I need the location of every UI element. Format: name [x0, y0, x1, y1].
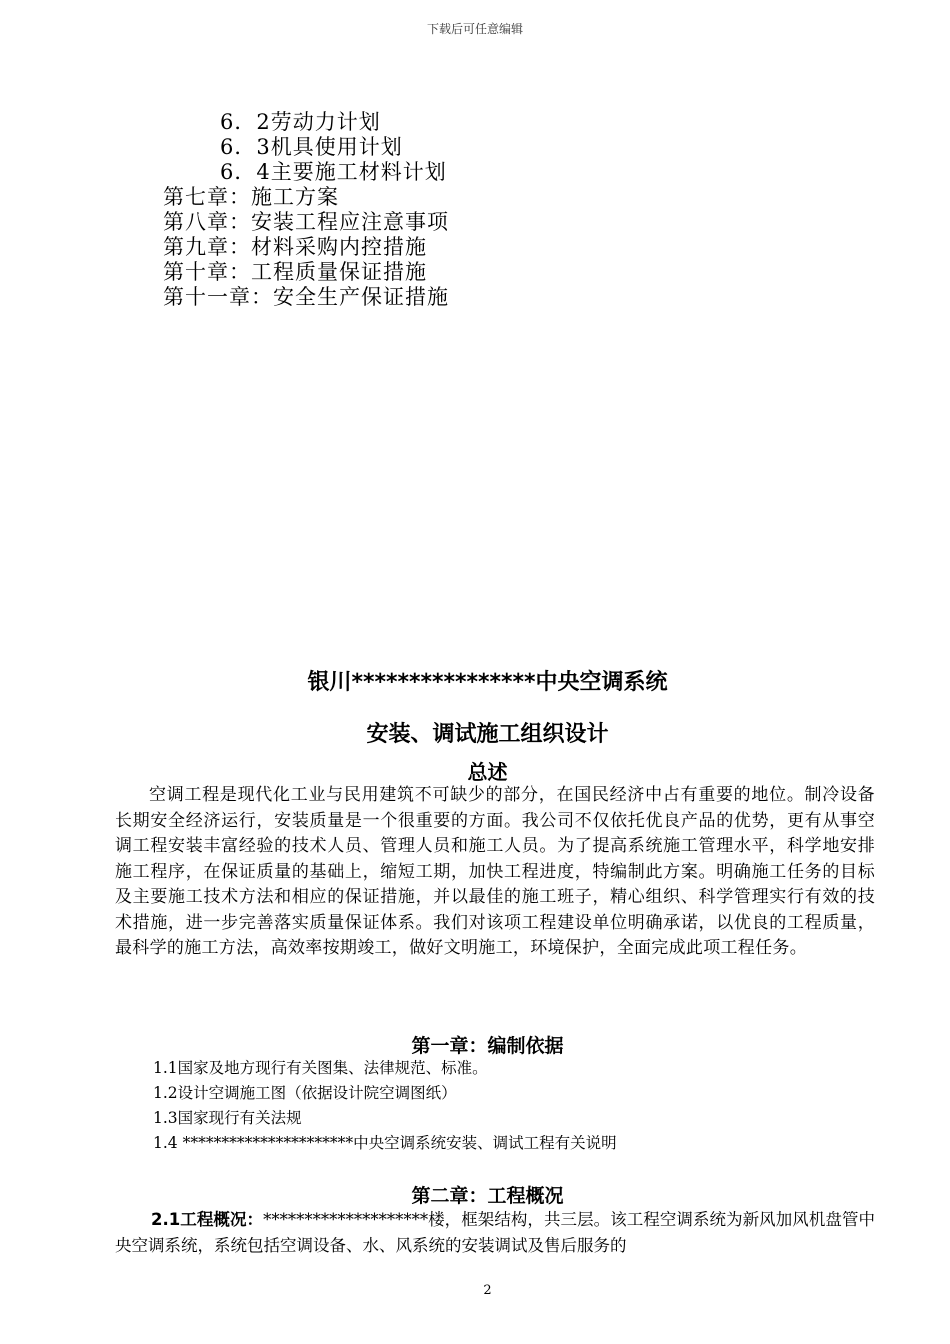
- section-label: 2.1工程概况：: [151, 1210, 264, 1229]
- toc-item: 第九章：材料采购内控措施: [163, 235, 427, 259]
- toc-item: 6．2劳动力计划: [220, 110, 381, 134]
- toc-item: 第十一章：安全生产保证措施: [163, 285, 449, 309]
- toc-item: 第七章：施工方案: [163, 185, 339, 209]
- toc-item: 6．3机具使用计划: [220, 135, 403, 159]
- overview-heading: 总述: [467, 760, 508, 784]
- chapter-1-list: [153, 1056, 617, 1156]
- page-number: 2: [483, 1283, 492, 1298]
- list-item: 1.4 **********************中央空调系统安装、调试工程有关说明: [153, 1134, 617, 1152]
- table-of-contents: [163, 110, 449, 310]
- toc-item: 第十章：工程质量保证措施: [163, 260, 427, 284]
- document-subtitle: 安装、调试施工组织设计: [366, 722, 609, 747]
- section-text: ********************楼，框架结构，共三层。该工程空调系统为新风加风机盘管中央空调系统，系统包括空调设备、水、风系统的安装调试及售后服务的: [115, 1210, 876, 1255]
- chapter-2-paragraph: [115, 1207, 875, 1258]
- toc-item: 6．4主要施工材料计划: [220, 160, 447, 184]
- overview-paragraph: 空调工程是现代化工业与民用建筑不可缺少的部分，在国民经济中占有重要的地位。制冷设备长期安全经济运行，安装质量是一个很重要的方面。我公司不仅依托优良产品的优势，更有从事空调工程安装丰富经验的技术人员、管理人员和施工人员。为了提高系统施工管理水平，科学地安排施工程序，在保证质量的基础上，缩短工期，加快工程进度，特编制此方案。明确施工任务的目标及主要施工技术方法和相应的保证措施，并以最佳的施工班子，精心组织、科学管理实行有效的技术措施，进一步完善落实质量保证体系。我们对该项工程建设单位明确承诺，以优良的工程质量，最科学的施工方法，高效率按期竣工，做好文明施工，环境保护，全面完成此项工程任务。: [115, 785, 875, 958]
- list-item: 1.3国家现行有关法规: [153, 1109, 302, 1127]
- document-title: 银川****************中央空调系统: [307, 670, 668, 695]
- list-item: 1.1国家及地方现行有关图集、法律规范、标准。: [153, 1059, 488, 1077]
- list-item: 1.2设计空调施工图（依据设计院空调图纸）: [153, 1084, 457, 1102]
- header-note: 下载后可任意编辑: [426, 22, 523, 36]
- chapter-2-title: 第二章：工程概况: [411, 1185, 564, 1207]
- toc-item: 第八章：安装工程应注意事项: [163, 210, 449, 234]
- chapter-1-title: 第一章：编制依据: [411, 1035, 564, 1057]
